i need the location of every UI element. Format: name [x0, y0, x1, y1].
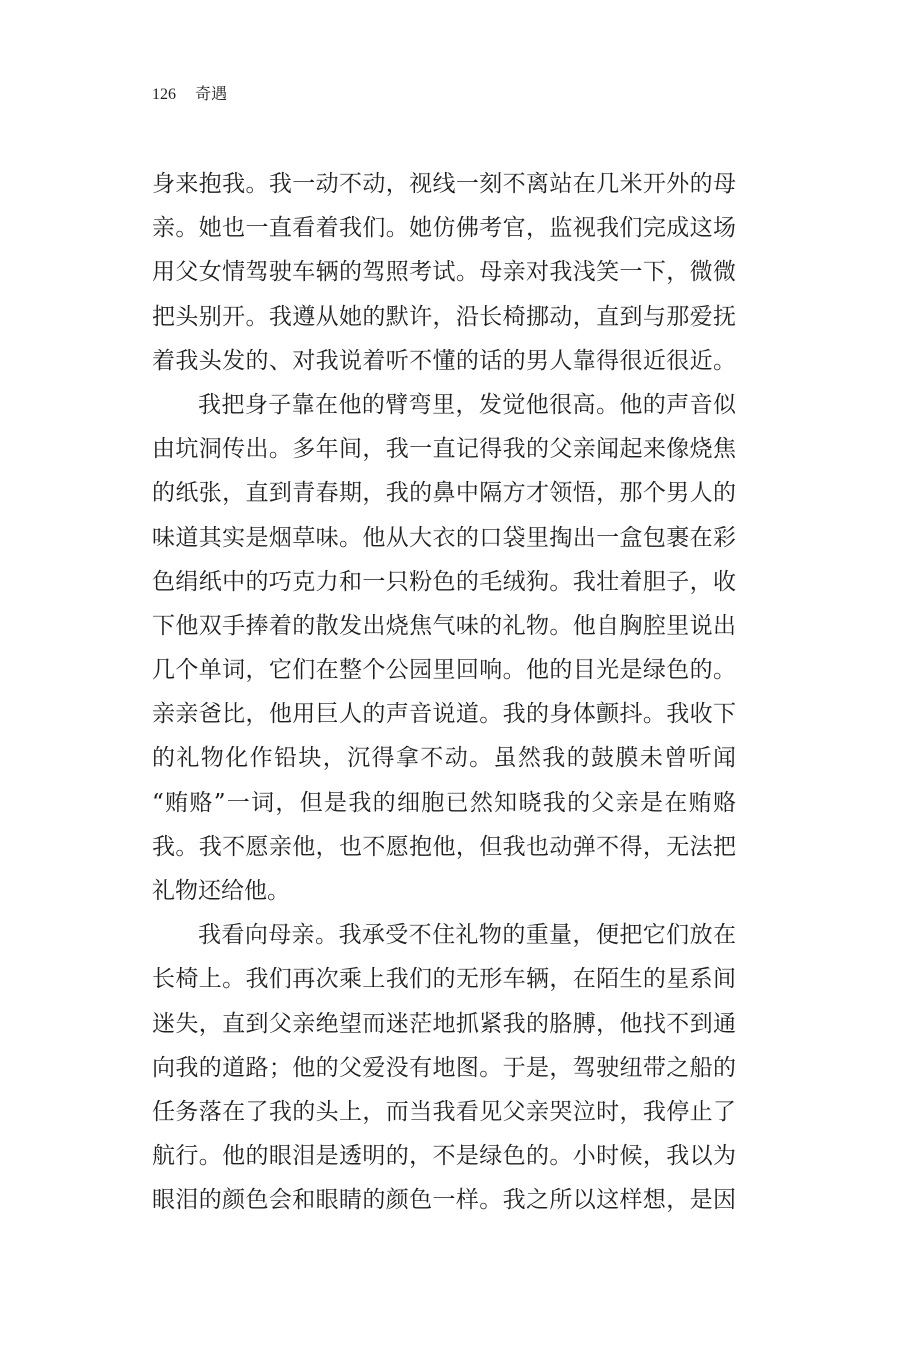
text-line: “贿赂”一词，但是我的细胞已然知晓我的父亲是在贿赂 — [152, 789, 736, 816]
running-title: 奇遇 — [195, 84, 228, 103]
running-head — [152, 82, 227, 107]
text-line: 迷失，直到父亲绝望而迷茫地抓紧我的胳膊，他找不到通 — [152, 1010, 736, 1037]
body-text — [152, 162, 742, 1223]
text-line: 味道其实是烟草味。他从大衣的口袋里掏出一盒包裹在彩 — [152, 524, 736, 551]
text-line: 长椅上。我们再次乘上我们的无形车辆，在陌生的星系间 — [152, 966, 736, 993]
text-line: 色绢纸中的巧克力和一只粉色的毛绒狗。我壮着胆子，收 — [152, 568, 736, 595]
text-line: 由坑洞传出。多年间，我一直记得我的父亲闻起来像烧焦 — [152, 436, 736, 463]
text-line: 亲亲爸比，他用巨人的声音说道。我的身体颤抖。我收下 — [152, 701, 736, 728]
paragraph-first-line: 我看向母亲。我承受不住礼物的重量，便把它们放在 — [198, 922, 736, 949]
text-line: 着我头发的、对我说着听不懂的话的男人靠得很近很近。 — [152, 347, 736, 374]
text-line: 的礼物化作铅块，沉得拿不动。虽然我的鼓膜未曾听闻 — [152, 745, 736, 772]
text-line: 航行。他的眼泪是透明的，不是绿色的。小时候，我以为 — [152, 1143, 736, 1170]
text-line: 几个单词，它们在整个公园里回响。他的目光是绿色的。 — [152, 657, 736, 684]
text-line: 亲。她也一直看着我们。她仿佛考官，监视我们完成这场 — [152, 215, 736, 242]
text-line: 我。我不愿亲他，也不愿抱他，但我也动弹不得，无法把 — [152, 833, 736, 860]
page-number: 126 — [152, 86, 176, 103]
paragraph-last-line: 礼物还给他。 — [152, 878, 290, 904]
text-line: 下他双手捧着的散发出烧焦气味的礼物。他自胸腔里说出 — [152, 612, 736, 639]
text-line: 用父女情驾驶车辆的驾照考试。母亲对我浅笑一下，微微 — [152, 259, 736, 286]
paragraph-first-line: 我把身子靠在他的臂弯里，发觉他很高。他的声音似 — [198, 391, 736, 418]
text-line: 向我的道路；他的父爱没有地图。于是，驾驶纽带之船的 — [152, 1054, 736, 1081]
text-line: 任务落在了我的头上，而当我看见父亲哭泣时，我停止了 — [152, 1098, 736, 1125]
text-line: 眼泪的颜色会和眼睛的颜色一样。我之所以这样想，是因 — [152, 1187, 736, 1214]
text-line: 的纸张，直到青春期，我的鼻中隔方才领悟，那个男人的 — [152, 480, 736, 507]
text-line: 身来抱我。我一动不动，视线一刻不离站在几米开外的母 — [152, 171, 736, 197]
text-line: 把头别开。我遵从她的默许，沿长椅挪动，直到与那爱抚 — [152, 303, 736, 330]
